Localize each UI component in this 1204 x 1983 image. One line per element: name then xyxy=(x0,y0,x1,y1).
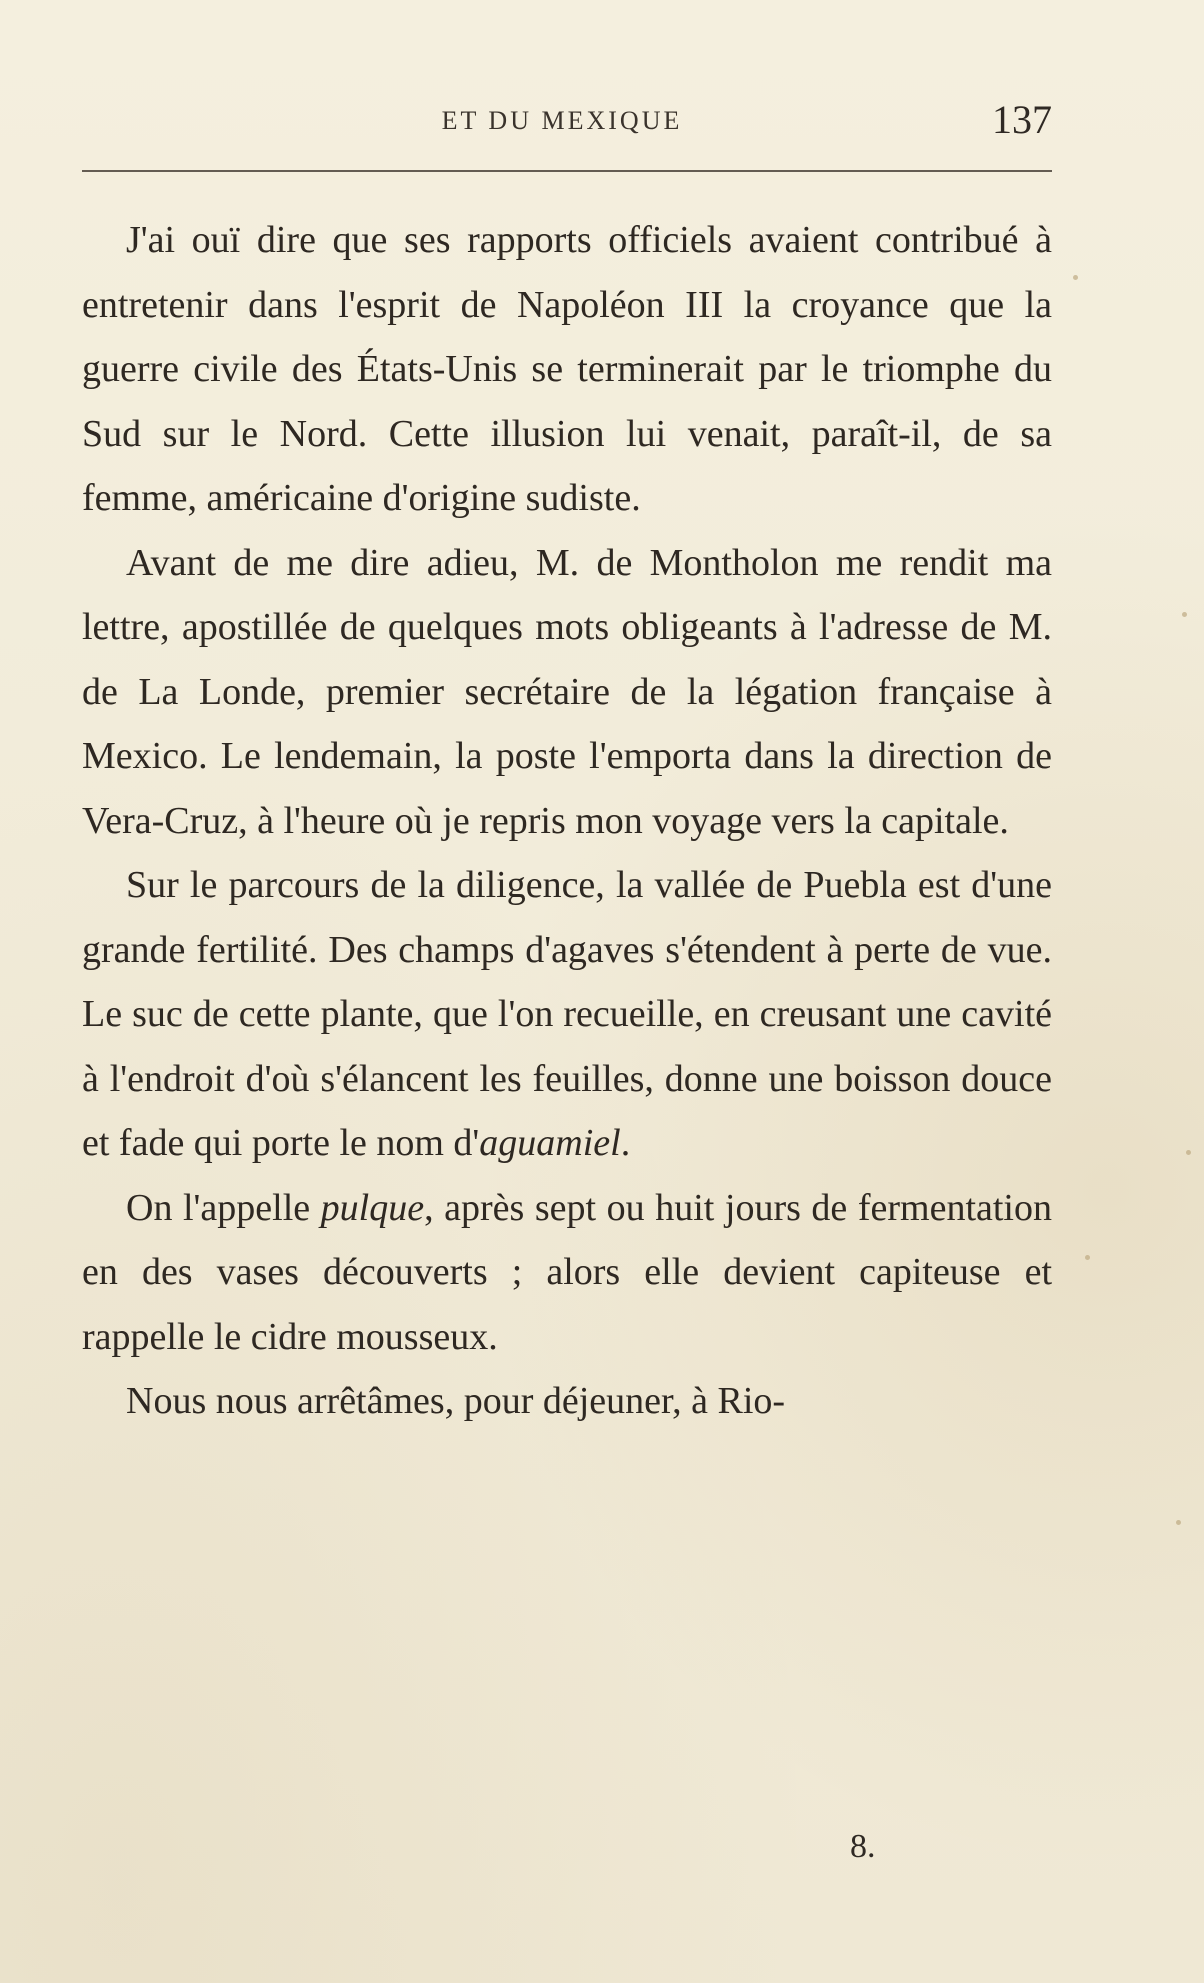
paragraph-4 xyxy=(82,1176,1052,1370)
running-head: ET DU MEXIQUE xyxy=(441,106,683,135)
header-rule xyxy=(82,170,1052,172)
paper-speck xyxy=(1085,1255,1090,1260)
paragraph-3 xyxy=(82,853,1052,1176)
page-number: 137 xyxy=(992,97,1052,142)
signature-mark: 8. xyxy=(850,1828,876,1865)
paragraph-2-text: Avant de me dire adieu, M. de Montholon me rendit ma lettre, apostillée de quelques mots obligeants à l'adresse de M. de La Londe, premier secrétaire de la légation française à Mexico. Le lendemain, la poste l'emporta dans la direction de Vera-Cruz, à l'heure où je repris mon voyage vers la capitale. xyxy=(82,541,1052,842)
paragraph-3-emphasis: aguamiel xyxy=(479,1122,621,1164)
paragraph-4-emphasis: pulque xyxy=(320,1186,425,1229)
paragraph-4-text-after: , après sept ou huit jours de fermentation en des vases découverts ; alors elle devient capiteuse et rappelle le cidre mousseux. xyxy=(82,1186,1052,1358)
paragraph-5-text: Nous nous arrêtâmes, pour déjeuner, à Rio- xyxy=(126,1380,786,1422)
paragraph-1-text: J'ai ouï dire que ses rapports officiels avaient contribué à entretenir dans l'esprit de Napoléon III la croyance que la guerre civile des États-Unis se terminerait par le triomphe du Sud sur le Nord. Cette illusion lui venait, paraît-il, de sa femme, américaine d'origine sudiste. xyxy=(82,219,1052,519)
paragraph-3-text-after: . xyxy=(620,1122,631,1164)
paper-speck xyxy=(1182,612,1187,617)
paper-speck xyxy=(1176,1520,1181,1525)
paragraph-2 xyxy=(82,531,1052,854)
paragraph-5 xyxy=(82,1369,1052,1434)
paper-speck xyxy=(1073,275,1078,280)
paragraph-4-text-before: On l'appelle xyxy=(126,1186,321,1229)
body-text xyxy=(82,208,1052,1434)
paragraph-1 xyxy=(82,208,1052,531)
paper-speck xyxy=(1186,1150,1191,1155)
paragraph-3-text-before: Sur le parcours de la diligence, la vallée de Puebla est d'une grande fertilité. Des champs d'agaves s'étendent à perte de vue. Le suc de cette plante, que l'on recueille, en creusant une cavité à l'endroit d'où s'élancent les feuilles, donne une boisson douce et fade qui porte le nom d' xyxy=(82,864,1052,1164)
page-header xyxy=(82,96,1062,148)
